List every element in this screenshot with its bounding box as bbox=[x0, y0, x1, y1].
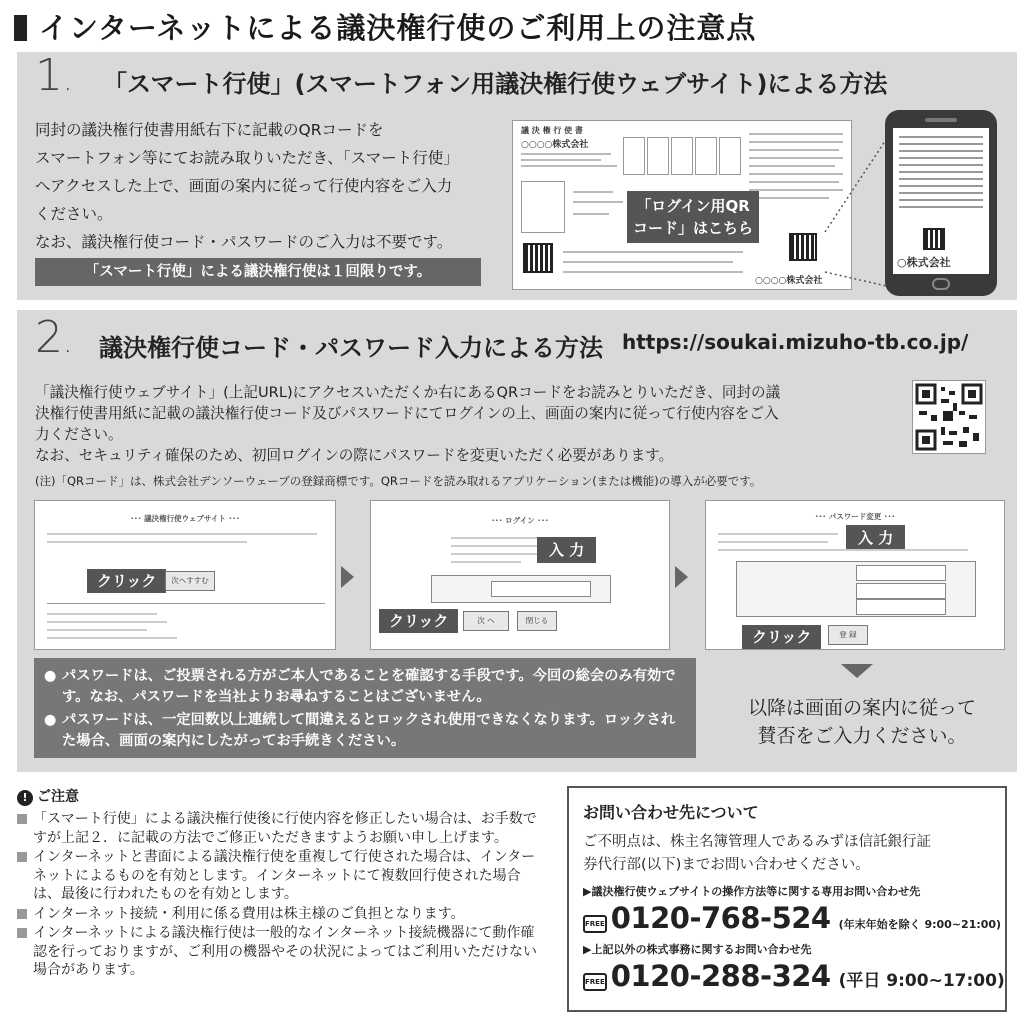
phone-number-web[interactable]: 0120-768-524 bbox=[610, 901, 831, 935]
section1-body bbox=[35, 116, 490, 256]
section1-body-line: 同封の議決権行使書用紙右下に記載のQRコードを bbox=[35, 121, 384, 139]
list-item bbox=[17, 905, 547, 924]
notice-list bbox=[17, 810, 547, 980]
home-button-icon bbox=[932, 278, 950, 290]
password-notes: ● パスワードは、ご投票される方がご本人であることを確認する手段です。今回の総会のみ有効です。なお、パスワードを当社よりお尋ねすることはございません。 ● パスワードは、一定回数以上連続して間違えるとロックされ使用できなくなります。ロックされた場合、画面の案内にしたがってお手続きください。 bbox=[34, 658, 696, 758]
current-password-input[interactable] bbox=[856, 565, 946, 581]
callout-line: コード」はこちら bbox=[632, 219, 753, 237]
login-code-input[interactable] bbox=[491, 581, 591, 597]
section2-body-line: なお、セキュリティ確保のため、初回ログインの際にパスワードを変更いただく必要があります。 bbox=[35, 447, 674, 464]
form-company-bottom: ○○○○株式会社 bbox=[755, 276, 823, 286]
screenshot-login bbox=[370, 500, 670, 650]
contact-desc-line: ご不明点は、株主名簿管理人であるみずほ信託銀行証 bbox=[583, 834, 931, 850]
input-label: 入 力 bbox=[537, 537, 596, 563]
form-header: 議 決 権 行 使 書 bbox=[521, 126, 583, 135]
section1-body-line: なお、議決権行使コード・パスワードのご入力は不要です。 bbox=[35, 233, 453, 251]
notice-title bbox=[17, 786, 547, 806]
section1-body-line: ください。 bbox=[35, 205, 113, 223]
phone-row-web bbox=[583, 901, 1002, 935]
register-button[interactable]: 登 録 bbox=[828, 625, 868, 645]
login-next-button[interactable]: 次 へ bbox=[463, 611, 509, 631]
hours-web: (年末年始を除く 9:00~21:00) bbox=[838, 918, 1002, 931]
screen2-title: ･･･ ログイン ･･･ bbox=[491, 516, 549, 525]
phone-number-general[interactable]: 0120-288-324 bbox=[610, 959, 831, 993]
title-bar-icon bbox=[14, 15, 27, 41]
notice-item-text: インターネット接続・利用に係る費用は株主様のご負担となります。 bbox=[33, 905, 465, 922]
notice-section bbox=[17, 786, 547, 981]
section1-body-line: へアクセスした上で、画面の案内に従って行使内容をご入力 bbox=[35, 177, 453, 195]
form-company-top: ○○○○株式会社 bbox=[521, 140, 589, 150]
contact-desc bbox=[583, 831, 991, 877]
phone-company: ○株式会社 bbox=[897, 256, 951, 269]
screen3-title: ･･･ パスワード変更 ･･･ bbox=[814, 512, 896, 521]
new-password-input[interactable] bbox=[856, 583, 946, 599]
click-label: クリック bbox=[379, 609, 458, 633]
contact-label-web: ▶議決権行使ウェブサイトの操作方法等に関する専用お問い合わせ先 bbox=[583, 885, 921, 898]
screenshot-password-change bbox=[705, 500, 1005, 650]
arrow-right-icon bbox=[675, 566, 688, 588]
section1-title: 「スマート行使」(スマートフォン用議決権行使ウェブサイト)による方法 bbox=[103, 70, 888, 98]
section2-number: 2. bbox=[35, 312, 73, 363]
notice-item-text: インターネットによる議決権行使は一般的なインターネット接続機器にて動作確認を行っておりますが、ご利用の機器やその状況によってはご利用いただけない場合があります。 bbox=[33, 925, 537, 978]
section2-body-line: 「議決権行使ウェブサイト」(上記URL)にアクセスいただくか右にあるQRコードをお読みとりいただき、同封の議 bbox=[35, 384, 781, 401]
free-dial-icon: FREE bbox=[583, 973, 607, 991]
section-code-password bbox=[17, 310, 1017, 772]
section1-note: 「スマート行使」による議決権行使は１回限りです。 bbox=[35, 258, 481, 286]
smartphone-illustration bbox=[885, 110, 997, 296]
page-title-text: インターネットによる議決権行使のご利用上の注意点 bbox=[39, 11, 757, 45]
section2-body bbox=[35, 382, 895, 466]
vote-site-url[interactable]: https://soukai.mizuho-tb.co.jp/ bbox=[622, 330, 969, 354]
contact-box bbox=[567, 786, 1007, 1012]
vote-site-qr[interactable] bbox=[912, 380, 986, 454]
section2-body-line: 決権行使書用紙に記載の議決権行使コード及びパスワードにてログインの上、画面の案内に従って行使内容をご入 bbox=[35, 405, 779, 422]
arrow-down-icon bbox=[841, 664, 873, 678]
contact-desc-line: 券代行部(以下)までお問い合わせください。 bbox=[583, 857, 870, 873]
section2-title: 議決権行使コード・パスワード入力による方法 bbox=[99, 334, 603, 362]
phone-qr bbox=[923, 228, 945, 250]
after-line: 以降は画面の案内に従って bbox=[747, 697, 976, 719]
login-qr-callout bbox=[627, 191, 759, 243]
section1-number-text: 1 bbox=[35, 50, 63, 101]
section2-number-text: 2 bbox=[35, 312, 63, 363]
password-note: パスワードは、一定回数以上連続して間違えるとロックされ使用できなくなります。ロックされた場合、画面の案内にしたがってお手続きください。 bbox=[62, 712, 676, 749]
notice-item-text: インターネットと書面による議決権行使を重複して行使された場合は、インターネットによるものを有効とします。インターネットにて複数回行使された場合は、最後に行われたものを有効とします。 bbox=[33, 849, 536, 902]
phone-screen bbox=[893, 128, 989, 274]
section2-body-line: 力ください。 bbox=[35, 426, 123, 443]
hours-general: (平日 9:00~17:00) bbox=[838, 971, 1005, 991]
contact-label-general: ▶上記以外の株式事務に関するお問い合わせ先 bbox=[583, 943, 812, 956]
contact-title: お問い合わせ先について bbox=[583, 803, 759, 822]
qr-trademark-footnote: (注)「QRコード」は、株式会社デンソーウェーブの登録商標です。QRコードを読み取れるアプリケーション(または機能)の導入が必要です。 bbox=[35, 474, 762, 488]
click-label: クリック bbox=[742, 625, 821, 649]
free-dial-icon: FREE bbox=[583, 915, 607, 933]
section1-number: 1. bbox=[35, 50, 73, 101]
close-button[interactable]: 閉じる bbox=[517, 611, 557, 631]
exclamation-icon: ! bbox=[17, 790, 33, 806]
arrow-right-icon bbox=[341, 566, 354, 588]
callout-line: 「ログイン用QR bbox=[636, 197, 750, 215]
after-line: 賛否をご入力ください。 bbox=[757, 725, 967, 747]
page-title bbox=[14, 6, 756, 47]
list-item bbox=[17, 848, 547, 904]
list-item bbox=[17, 924, 547, 980]
screenshot-vote-site bbox=[34, 500, 336, 650]
notice-item-text: 「スマート行使」による議決権行使後に行使内容を修正したい場合は、お手数ですが上記２．に記載の方法でご修正いただきますようお願い申し上げます。 bbox=[33, 811, 537, 846]
input-label: 入 力 bbox=[846, 525, 905, 551]
after-instructions bbox=[717, 694, 1007, 750]
phone-row-general bbox=[583, 959, 1005, 993]
section-smart-vote bbox=[17, 52, 1017, 300]
click-label: クリック bbox=[87, 569, 166, 593]
screen1-title: ･･･ 議決権行使ウェブサイト ･･･ bbox=[130, 514, 240, 523]
list-item bbox=[17, 810, 547, 847]
next-button[interactable]: 次へすすむ bbox=[165, 571, 215, 591]
password-note: パスワードは、ご投票される方がご本人であることを確認する手段です。今回の総会のみ有効です。なお、パスワードを当社よりお尋ねすることはございません。 bbox=[62, 668, 676, 705]
section1-body-line: スマートフォン等にてお読み取りいただき、「スマート行使」 bbox=[35, 149, 459, 167]
voting-form-illustration bbox=[512, 120, 852, 290]
notice-title-text: ご注意 bbox=[37, 789, 79, 805]
confirm-password-input[interactable] bbox=[856, 599, 946, 615]
form-qr-left bbox=[523, 243, 553, 273]
form-login-qr bbox=[789, 233, 817, 261]
